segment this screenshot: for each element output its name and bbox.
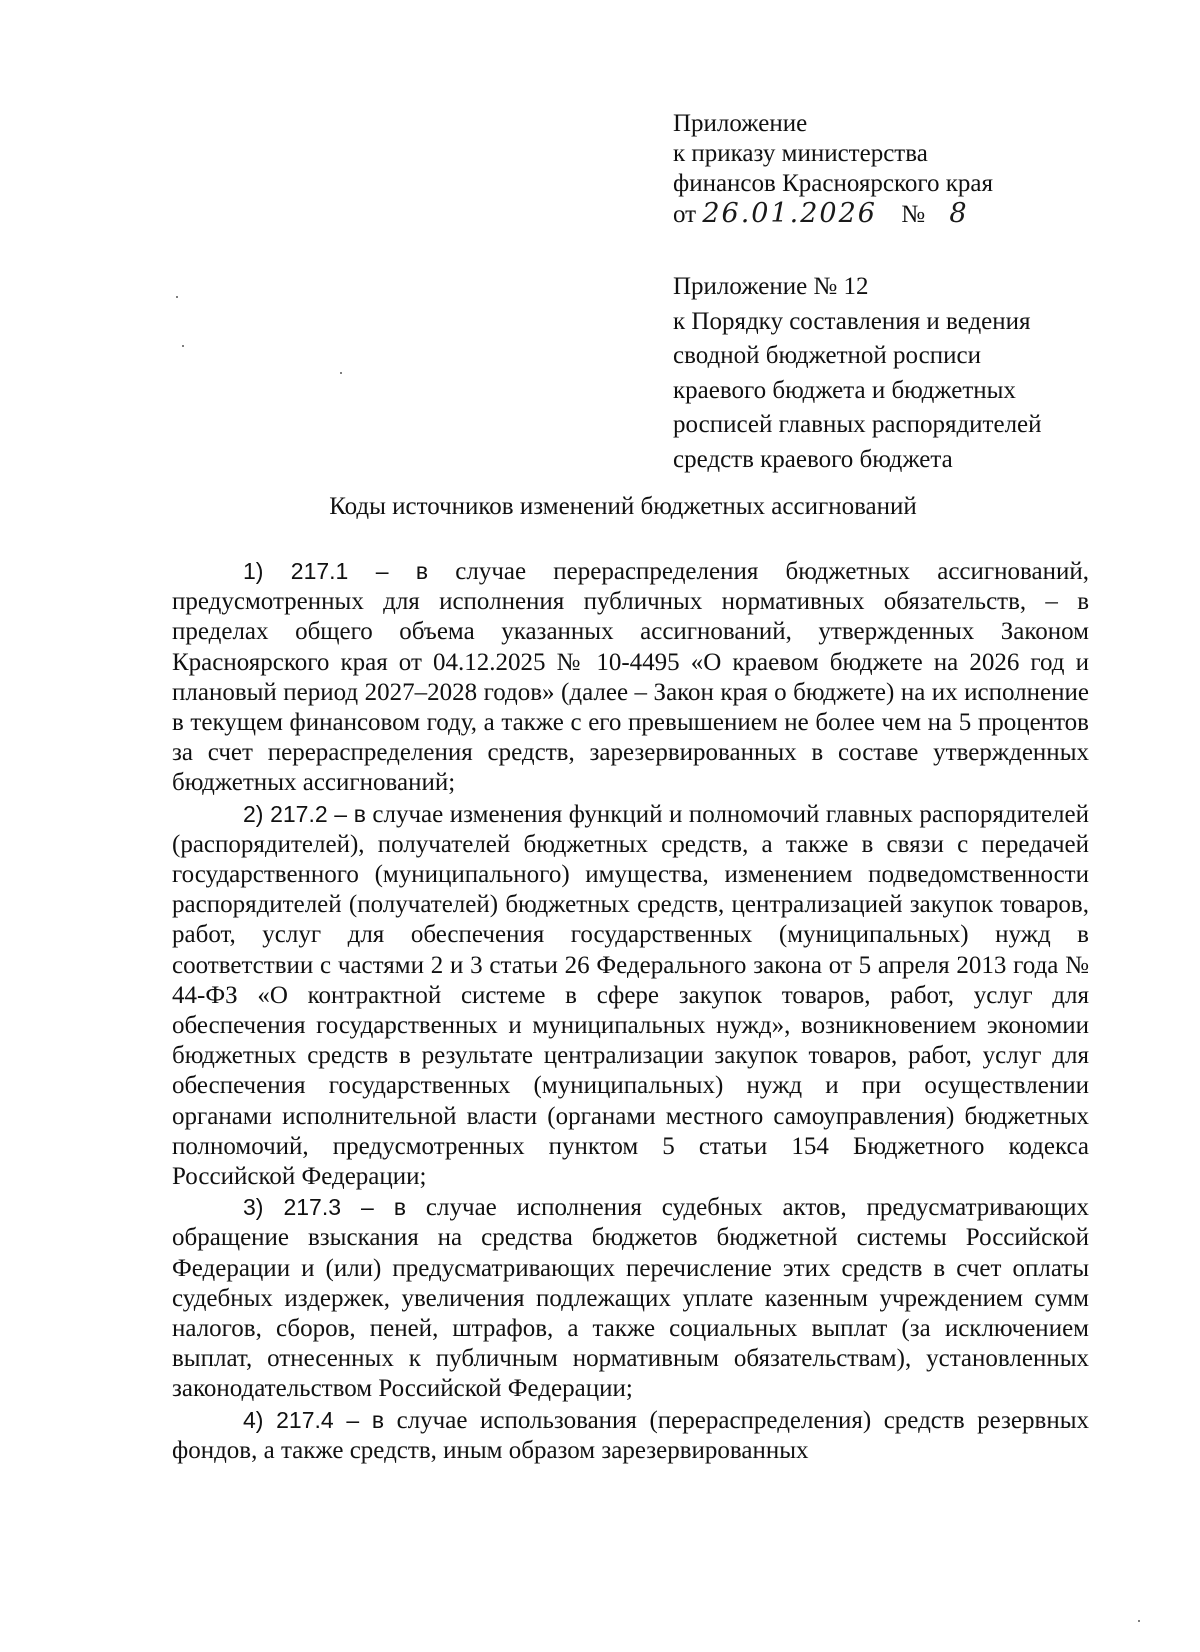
paragraph-1 <box>172 556 1089 799</box>
approval-block <box>673 109 1113 230</box>
number-label: № <box>901 201 926 228</box>
item-code: 4) 217.4 – в <box>243 1406 385 1433</box>
appendix-line-1: Приложение № 12 <box>673 273 869 300</box>
item-code: 1) 217.1 – в <box>243 558 429 584</box>
paragraph-text: случае исполнения судебных актов, предусматривающих обращение взыскания на средства бюджетов бюджетной системы Российской Федерации и (или) предусматривающих перечисление этих средств в счет оплаты судебных издержек, увеличения подлежащих уплате казенным учреждением сумм налогов, сборов, пеней, штрафов, а также социальных выплат (за исключением выплат, отнесенных к публичным нормативным обязательствам), установленных законодательством Российской Федерации; <box>172 1194 1089 1403</box>
document-body <box>172 556 1089 1466</box>
date-prefix: от <box>673 201 697 228</box>
appendix-line-2: к Порядку составления и ведения <box>673 307 1031 335</box>
appendix-block <box>673 270 1133 478</box>
approval-line-2: к приказу министерства <box>673 140 928 167</box>
paragraph-2 <box>172 799 1089 1193</box>
approval-date-line <box>673 199 1113 230</box>
paragraph-text: случае использования (перераспределения) средств резервных фондов, а также средств, иным образом зарезервированных <box>172 1406 1090 1464</box>
paragraph-3 <box>172 1192 1089 1404</box>
appendix-line-4: краевого бюджета и бюджетных <box>673 376 1016 404</box>
scan-speck <box>340 372 342 374</box>
appendix-line-6: средств краевого бюджета <box>673 445 953 473</box>
handwritten-date: 26.01.2026 <box>702 198 877 229</box>
appendix-line-3: сводной бюджетной росписи <box>673 342 982 370</box>
paragraph-text: случае изменения функций и полномочий главных распорядителей (распорядителей), получателей бюджетных средств, а также в связи с передачей государственного (муниципального) имущества, изменением подведомственности распорядителей (получателей) бюджетных средств, централизацией закупок товаров, работ, услуг для обеспечения государственных (муниципальных) нужд в соответствии с частями 2 и 3 статьи 26 Федерального закона от 5 апреля 2013 года № 44-ФЗ «О контрактной системе в сфере закупок товаров, работ, услуг для обеспечения государственных и муниципальных нужд», возникновением экономии бюджетных средств в результате централизации закупок товаров, работ, услуг для обеспечения государственных (муниципальных) нужд и при осуществлении органами исполнительной власти (органами местного самоуправления) бюджетных полномочий, предусмотренных пунктом 5 статьи 154 Бюджетного кодекса Российской Федерации; <box>172 800 1089 1191</box>
document-title: Коды источников изменений бюджетных ассигнований <box>329 493 917 520</box>
scan-speck <box>1138 1620 1140 1622</box>
item-code: 3) 217.3 – в <box>243 1194 407 1221</box>
approval-line-1: Приложение <box>673 110 808 137</box>
paragraph-text: случае перераспределения бюджетных ассигнований, предусмотренных для исполнения публичных нормативных обязательств, – в пределах общего объема указанных ассигнований, утвержденных Законом Красноярского края от 04.12.2025 № 10-4495 «О краевом бюджете на 2026 год и плановый период 2027–2028 годов» (далее – Закон края о бюджете) на их исполнение в текущем финансовом году, а также с его превышением не более чем на 5 процентов за счет перераспределения средств, зарезервированных в составе утвержденных бюджетных ассигнований; <box>172 558 1089 797</box>
scan-speck <box>182 345 184 347</box>
paragraph-4 <box>172 1405 1089 1466</box>
item-code: 2) 217.2 – в <box>243 800 366 827</box>
scan-speck <box>176 296 178 298</box>
appendix-line-5: росписей главных распорядителей <box>673 411 1042 439</box>
handwritten-number: 8 <box>949 198 969 229</box>
approval-line-3: финансов Красноярского края <box>673 170 993 197</box>
